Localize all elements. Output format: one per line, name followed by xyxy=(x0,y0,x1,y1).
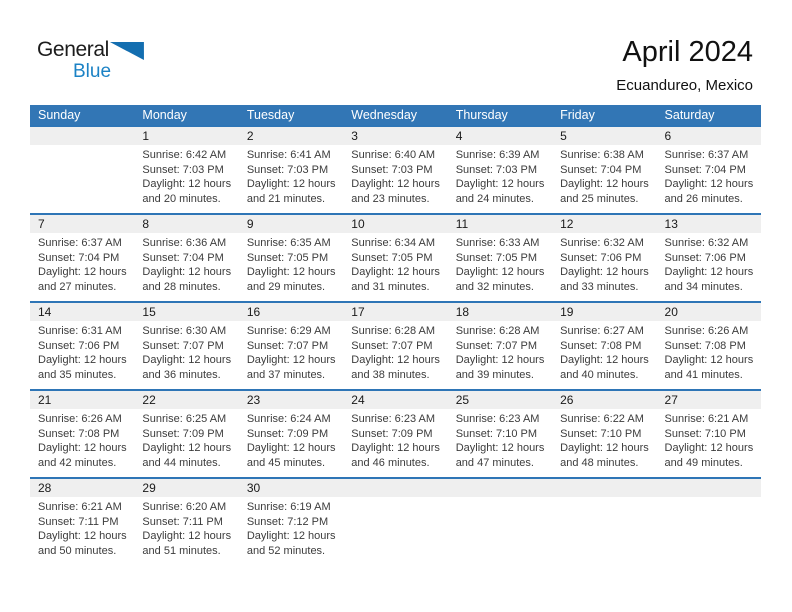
day-number-band xyxy=(552,303,656,321)
sunrise-text: Sunrise: 6:26 AM xyxy=(38,413,122,425)
day-number-band xyxy=(343,215,447,233)
sunset-text: Sunset: 7:08 PM xyxy=(38,427,120,440)
daylight-text: Daylight: 12 hours and 50 minutes. xyxy=(38,530,127,557)
weekday-header-sunday: Sunday xyxy=(38,108,81,122)
sunrise-text: Sunrise: 6:23 AM xyxy=(455,413,540,425)
day-number: 1 xyxy=(142,129,150,143)
day-number: 7 xyxy=(38,217,45,231)
week-row-1 xyxy=(30,125,761,213)
day-details xyxy=(343,233,447,294)
day-cell-6 xyxy=(657,127,761,213)
day-number: 21 xyxy=(38,393,52,407)
sunrise-text: Sunrise: 6:26 AM xyxy=(664,325,749,337)
day-cell-10 xyxy=(343,215,447,301)
week-row-2 xyxy=(30,213,761,301)
sunrise-text: Sunrise: 6:32 AM xyxy=(664,237,749,249)
day-number-band xyxy=(239,127,343,145)
day-number: 19 xyxy=(560,305,574,319)
day-details xyxy=(30,321,134,382)
sunset-text: Sunset: 7:07 PM xyxy=(351,339,433,352)
daylight-text: Daylight: 12 hours and 27 minutes. xyxy=(38,266,127,293)
calendar-table xyxy=(30,105,761,565)
daylight-text: Daylight: 12 hours and 44 minutes. xyxy=(142,442,232,469)
daylight-text: Daylight: 12 hours and 41 minutes. xyxy=(664,354,754,381)
sunrise-text: Sunrise: 6:34 AM xyxy=(351,237,436,249)
day-number-band xyxy=(30,391,134,409)
day-cell-27 xyxy=(657,391,761,477)
day-number-band xyxy=(343,303,447,321)
day-details xyxy=(448,321,552,382)
daylight-text: Daylight: 12 hours and 21 minutes. xyxy=(246,178,336,205)
sunrise-text: Sunrise: 6:28 AM xyxy=(351,325,436,337)
daylight-text: Daylight: 12 hours and 34 minutes. xyxy=(664,266,754,293)
sunset-text: Sunset: 7:06 PM xyxy=(664,251,746,264)
sunset-text: Sunset: 7:08 PM xyxy=(664,339,746,352)
weekday-header-friday: Friday xyxy=(560,108,595,122)
day-number: 25 xyxy=(455,393,470,407)
day-number: 15 xyxy=(142,305,156,319)
weekday-header-saturday: Saturday xyxy=(664,108,715,122)
sunrise-text: Sunrise: 6:31 AM xyxy=(38,325,122,337)
day-number-band xyxy=(552,127,656,145)
sunrise-text: Sunrise: 6:30 AM xyxy=(142,325,227,337)
daylight-text: Daylight: 12 hours and 42 minutes. xyxy=(38,442,127,469)
daylight-text: Daylight: 12 hours and 46 minutes. xyxy=(351,442,440,469)
day-details xyxy=(657,409,761,470)
day-details xyxy=(30,497,134,558)
sunrise-text: Sunrise: 6:28 AM xyxy=(455,325,540,337)
day-details xyxy=(657,321,761,382)
day-number: 10 xyxy=(351,217,365,231)
day-cell-17 xyxy=(343,303,447,389)
sunrise-text: Sunrise: 6:33 AM xyxy=(455,237,540,249)
sunrise-text: Sunrise: 6:21 AM xyxy=(664,413,749,425)
sunset-text: Sunset: 7:10 PM xyxy=(455,427,538,440)
day-cell-28 xyxy=(30,479,134,565)
logo-text-general: General xyxy=(37,38,109,61)
day-number-band xyxy=(657,127,761,145)
day-details xyxy=(134,497,238,558)
day-number: 14 xyxy=(38,305,52,319)
sunset-text: Sunset: 7:04 PM xyxy=(560,163,642,176)
sunset-text: Sunset: 7:05 PM xyxy=(246,251,329,264)
sunrise-text: Sunrise: 6:38 AM xyxy=(560,149,644,161)
day-number: 26 xyxy=(560,393,574,407)
sunset-text: Sunset: 7:03 PM xyxy=(351,163,433,176)
day-cell-18 xyxy=(448,303,552,389)
day-number-band xyxy=(30,479,134,497)
page-title: April 2024 xyxy=(622,36,753,68)
day-details xyxy=(239,233,343,294)
day-number-band xyxy=(448,479,552,497)
sunrise-text: Sunrise: 6:23 AM xyxy=(351,413,436,425)
daylight-text: Daylight: 12 hours and 51 minutes. xyxy=(142,530,232,557)
day-number: 30 xyxy=(246,481,261,495)
day-cell-21 xyxy=(30,391,134,477)
day-number-band xyxy=(239,303,343,321)
day-cell-15 xyxy=(134,303,238,389)
day-cell-3 xyxy=(343,127,447,213)
sunset-text: Sunset: 7:05 PM xyxy=(351,251,433,264)
sunset-text: Sunset: 7:03 PM xyxy=(142,163,224,176)
sunset-text: Sunset: 7:06 PM xyxy=(560,251,642,264)
day-details xyxy=(448,145,552,206)
day-details xyxy=(343,145,447,206)
day-details xyxy=(30,233,134,294)
day-number: 29 xyxy=(142,481,156,495)
day-cell-22 xyxy=(134,391,238,477)
day-cell-2 xyxy=(239,127,343,213)
day-cell-11 xyxy=(448,215,552,301)
day-details xyxy=(239,497,343,558)
day-number-band xyxy=(134,479,238,497)
sunset-text: Sunset: 7:07 PM xyxy=(142,339,224,352)
day-number-band xyxy=(239,215,343,233)
sunrise-text: Sunrise: 6:36 AM xyxy=(142,237,227,249)
week-row-5 xyxy=(30,477,761,565)
sunrise-text: Sunrise: 6:25 AM xyxy=(142,413,227,425)
sunset-text: Sunset: 7:10 PM xyxy=(560,427,642,440)
week-row-4 xyxy=(30,389,761,477)
day-details xyxy=(134,321,238,382)
sunrise-text: Sunrise: 6:41 AM xyxy=(246,149,331,161)
day-number: 22 xyxy=(142,393,156,407)
sunrise-text: Sunrise: 6:27 AM xyxy=(560,325,644,337)
day-number-band xyxy=(134,127,238,145)
daylight-text: Daylight: 12 hours and 28 minutes. xyxy=(142,266,232,293)
daylight-text: Daylight: 12 hours and 20 minutes. xyxy=(142,178,232,205)
day-number: 3 xyxy=(351,129,358,143)
daylight-text: Daylight: 12 hours and 24 minutes. xyxy=(455,178,545,205)
sunset-text: Sunset: 7:09 PM xyxy=(246,427,329,440)
day-cell-empty xyxy=(30,127,134,213)
sunrise-text: Sunrise: 6:32 AM xyxy=(560,237,644,249)
day-number: 20 xyxy=(664,305,678,319)
day-cell-14 xyxy=(30,303,134,389)
day-details xyxy=(552,409,656,470)
day-cell-empty xyxy=(552,479,656,565)
daylight-text: Daylight: 12 hours and 31 minutes. xyxy=(351,266,440,293)
sunrise-text: Sunrise: 6:24 AM xyxy=(246,413,331,425)
day-details xyxy=(30,409,134,470)
sunrise-text: Sunrise: 6:37 AM xyxy=(664,149,749,161)
day-cell-24 xyxy=(343,391,447,477)
day-number: 5 xyxy=(560,129,567,143)
daylight-text: Daylight: 12 hours and 25 minutes. xyxy=(560,178,649,205)
day-cell-20 xyxy=(657,303,761,389)
daylight-text: Daylight: 12 hours and 36 minutes. xyxy=(142,354,232,381)
calendar-body xyxy=(30,125,761,565)
day-number-band xyxy=(30,303,134,321)
day-details xyxy=(134,233,238,294)
sunset-text: Sunset: 7:11 PM xyxy=(142,515,223,528)
sunrise-text: Sunrise: 6:39 AM xyxy=(455,149,540,161)
sunset-text: Sunset: 7:07 PM xyxy=(455,339,538,352)
day-cell-23 xyxy=(239,391,343,477)
day-cell-16 xyxy=(239,303,343,389)
day-details xyxy=(239,409,343,470)
sunset-text: Sunset: 7:04 PM xyxy=(664,163,746,176)
day-number: 12 xyxy=(560,217,574,231)
sunset-text: Sunset: 7:04 PM xyxy=(142,251,224,264)
sunset-text: Sunset: 7:12 PM xyxy=(246,515,329,528)
day-number-band xyxy=(343,391,447,409)
day-number-band xyxy=(343,127,447,145)
sunrise-text: Sunrise: 6:29 AM xyxy=(246,325,331,337)
logo-text-blue: Blue xyxy=(73,61,112,82)
daylight-text: Daylight: 12 hours and 52 minutes. xyxy=(246,530,336,557)
daylight-text: Daylight: 12 hours and 38 minutes. xyxy=(351,354,440,381)
day-number: 9 xyxy=(246,217,254,231)
day-number: 16 xyxy=(246,305,261,319)
day-details xyxy=(343,409,447,470)
day-details xyxy=(552,321,656,382)
day-number-band xyxy=(134,215,238,233)
day-details xyxy=(448,233,552,294)
day-number-band xyxy=(657,303,761,321)
sunset-text: Sunset: 7:05 PM xyxy=(455,251,538,264)
day-cell-25 xyxy=(448,391,552,477)
day-cell-9 xyxy=(239,215,343,301)
day-number-band xyxy=(657,391,761,409)
day-cell-13 xyxy=(657,215,761,301)
daylight-text: Daylight: 12 hours and 49 minutes. xyxy=(664,442,754,469)
day-details xyxy=(134,409,238,470)
sunrise-text: Sunrise: 6:37 AM xyxy=(38,237,122,249)
day-cell-30 xyxy=(239,479,343,565)
day-number: 28 xyxy=(38,481,52,495)
daylight-text: Daylight: 12 hours and 40 minutes. xyxy=(560,354,649,381)
weekday-header-row xyxy=(30,105,761,125)
sunset-text: Sunset: 7:06 PM xyxy=(38,339,120,352)
daylight-text: Daylight: 12 hours and 39 minutes. xyxy=(455,354,545,381)
day-number: 17 xyxy=(351,305,365,319)
sunrise-text: Sunrise: 6:40 AM xyxy=(351,149,436,161)
sunset-text: Sunset: 7:10 PM xyxy=(664,427,746,440)
day-number: 11 xyxy=(455,217,469,231)
day-number-band xyxy=(30,215,134,233)
daylight-text: Daylight: 12 hours and 35 minutes. xyxy=(38,354,127,381)
sunset-text: Sunset: 7:09 PM xyxy=(351,427,433,440)
day-number-band xyxy=(448,215,552,233)
day-number-band xyxy=(552,215,656,233)
day-details xyxy=(239,145,343,206)
weekday-header-monday: Monday xyxy=(142,108,187,122)
general-blue-logo xyxy=(37,38,144,82)
day-number-band xyxy=(343,479,447,497)
day-number: 8 xyxy=(142,217,150,231)
sunset-text: Sunset: 7:08 PM xyxy=(560,339,642,352)
day-details xyxy=(239,321,343,382)
day-number-band xyxy=(552,479,656,497)
day-number-band xyxy=(134,303,238,321)
sunset-text: Sunset: 7:11 PM xyxy=(38,515,119,528)
daylight-text: Daylight: 12 hours and 26 minutes. xyxy=(664,178,754,205)
day-cell-12 xyxy=(552,215,656,301)
day-details xyxy=(657,233,761,294)
weekday-header-wednesday: Wednesday xyxy=(351,108,418,122)
day-number: 13 xyxy=(664,217,678,231)
day-number-band xyxy=(448,391,552,409)
day-number-band xyxy=(30,127,134,145)
daylight-text: Daylight: 12 hours and 23 minutes. xyxy=(351,178,440,205)
day-cell-4 xyxy=(448,127,552,213)
day-number: 24 xyxy=(351,393,365,407)
day-cell-7 xyxy=(30,215,134,301)
day-cell-26 xyxy=(552,391,656,477)
sunrise-text: Sunrise: 6:35 AM xyxy=(246,237,331,249)
day-cell-empty xyxy=(343,479,447,565)
sunrise-text: Sunrise: 6:42 AM xyxy=(142,149,227,161)
daylight-text: Daylight: 12 hours and 29 minutes. xyxy=(246,266,336,293)
sunset-text: Sunset: 7:03 PM xyxy=(246,163,329,176)
daylight-text: Daylight: 12 hours and 37 minutes. xyxy=(246,354,336,381)
day-number-band xyxy=(657,215,761,233)
daylight-text: Daylight: 12 hours and 32 minutes. xyxy=(455,266,545,293)
sunset-text: Sunset: 7:09 PM xyxy=(142,427,224,440)
day-number: 18 xyxy=(455,305,470,319)
day-number: 27 xyxy=(664,393,678,407)
day-number-band xyxy=(448,127,552,145)
sunrise-text: Sunrise: 6:22 AM xyxy=(560,413,644,425)
day-number-band xyxy=(552,391,656,409)
day-cell-19 xyxy=(552,303,656,389)
day-details xyxy=(134,145,238,206)
sunset-text: Sunset: 7:04 PM xyxy=(38,251,120,264)
daylight-text: Daylight: 12 hours and 48 minutes. xyxy=(560,442,649,469)
day-number-band xyxy=(657,479,761,497)
day-number: 4 xyxy=(455,129,463,143)
sunset-text: Sunset: 7:07 PM xyxy=(246,339,329,352)
week-row-3 xyxy=(30,301,761,389)
day-cell-empty xyxy=(657,479,761,565)
logo-triangle-icon xyxy=(110,42,144,60)
sunrise-text: Sunrise: 6:20 AM xyxy=(142,501,227,513)
daylight-text: Daylight: 12 hours and 33 minutes. xyxy=(560,266,649,293)
sunset-text: Sunset: 7:03 PM xyxy=(455,163,538,176)
weekday-header-tuesday: Tuesday xyxy=(246,108,295,122)
day-cell-8 xyxy=(134,215,238,301)
day-details xyxy=(657,145,761,206)
day-number: 2 xyxy=(246,129,254,143)
weekday-header-thursday: Thursday xyxy=(455,108,508,122)
day-details xyxy=(343,321,447,382)
day-number-band xyxy=(448,303,552,321)
day-number-band xyxy=(239,479,343,497)
sunrise-text: Sunrise: 6:21 AM xyxy=(38,501,122,513)
day-number: 6 xyxy=(664,129,672,143)
location-subtitle: Ecuandureo, Mexico xyxy=(616,77,753,94)
daylight-text: Daylight: 12 hours and 47 minutes. xyxy=(455,442,545,469)
day-cell-29 xyxy=(134,479,238,565)
logo-row xyxy=(37,38,144,62)
day-cell-1 xyxy=(134,127,238,213)
day-details xyxy=(552,233,656,294)
daylight-text: Daylight: 12 hours and 45 minutes. xyxy=(246,442,336,469)
sunrise-text: Sunrise: 6:19 AM xyxy=(246,501,331,513)
day-cell-5 xyxy=(552,127,656,213)
day-number-band xyxy=(239,391,343,409)
day-cell-empty xyxy=(448,479,552,565)
day-number-band xyxy=(134,391,238,409)
day-details xyxy=(552,145,656,206)
day-number: 23 xyxy=(246,393,261,407)
day-details xyxy=(448,409,552,470)
